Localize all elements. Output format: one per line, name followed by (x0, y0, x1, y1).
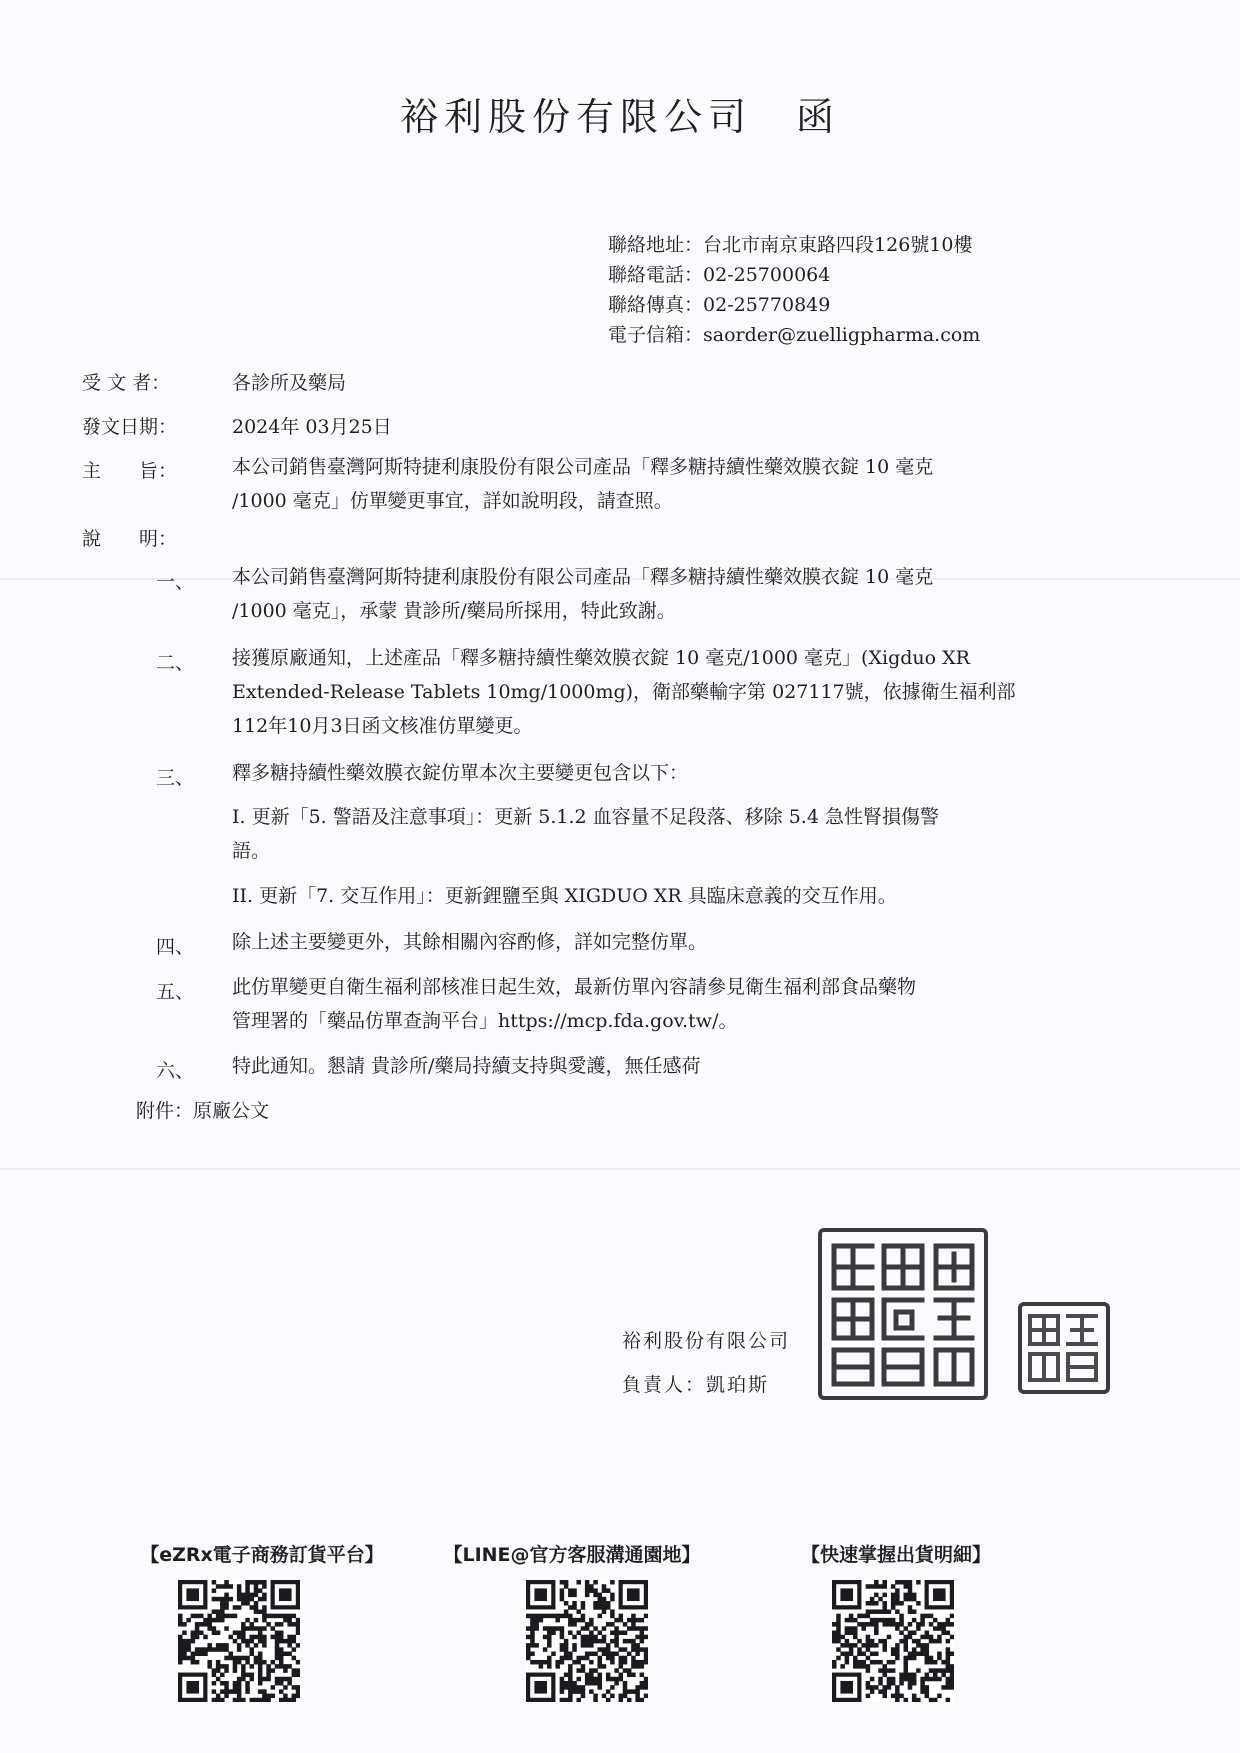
qr-title-shipment: 【快速掌握出貨明細】 (800, 1544, 991, 1566)
signer-company: 裕利股份有限公司 (622, 1330, 791, 1352)
sub-item: II. 更新「7. 交互作用」：更新鋰鹽至與 XIGDUO XR 具臨床意義的交互作用。 (232, 885, 897, 907)
item-text: 此仿單變更自衛生福利部核准日起生效，最新仿單內容請參見衛生福利部食品藥物 管理署的「藥品仿單查詢平台」https://mcp.fda.gov.tw/。 (232, 976, 917, 1032)
qr-code-line[interactable] (526, 1580, 648, 1702)
qr-title-line: 【LINE@官方客服溝通園地】 (443, 1544, 701, 1566)
contact-fax: 聯絡傳真：02-25770849 (608, 294, 831, 316)
item-text: 除上述主要變更外，其餘相關內容酌修，詳如完整仿單。 (232, 931, 708, 953)
sub-item: I. 更新「5. 警語及注意事項」：更新 5.1.2 血容量不足段落、移除 5.4 急性腎損傷警 語。 (232, 806, 939, 862)
company-seal-stamp (818, 1228, 988, 1400)
qr-title-ezrx: 【eZRx電子商務訂貨平台】 (140, 1544, 384, 1566)
item-text: 接獲原廠通知，上述產品「釋多糖持續性藥效膜衣錠 10 毫克/1000 毫克」(Xigduo XR Extended-Release Tablets 10mg/1000mg)，衛部藥輸字第 027117號，依據衛生福利部 112年10月3日函文核准仿單變更。 (232, 647, 1016, 737)
item-number: 二、 (156, 652, 195, 674)
item-text: 特此通知。懇請 貴診所/藥局持續支持與愛護，無任感荷 (232, 1055, 701, 1077)
contact-block (608, 230, 980, 350)
qr-code-shipment[interactable] (832, 1580, 954, 1702)
item-number: 六、 (156, 1060, 195, 1082)
contact-phone: 聯絡電話：02-25700064 (608, 264, 831, 286)
recipient-value: 各診所及藥局 (232, 372, 347, 394)
item-number: 五、 (156, 981, 195, 1003)
contact-address: 聯絡地址：台北市南京東路四段126號10樓 (608, 234, 973, 256)
date-label: 發文日期： (82, 416, 178, 438)
item-number: 三、 (156, 767, 195, 789)
recipient-row (82, 368, 347, 395)
recipient-label: 受 文 者： (82, 372, 171, 394)
personal-seal-stamp (1018, 1302, 1110, 1394)
date-value: 2024年 03月25日 (232, 416, 392, 438)
item-text: 本公司銷售臺灣阿斯特捷利康股份有限公司產品「釋多糖持續性藥效膜衣錠 10 毫克 /1000 毫克」，承蒙 貴診所/藥局所採用，特此致謝。 (232, 566, 934, 622)
item-text: 釋多糖持續性藥效膜衣錠仿單本次主要變更包含以下： (232, 762, 689, 784)
attachment: 附件：原廠公文 (136, 1100, 270, 1122)
qr-code-ezrx[interactable] (178, 1580, 300, 1702)
subject-text: 本公司銷售臺灣阿斯特捷利康股份有限公司產品「釋多糖持續性藥效膜衣錠 10 毫克 /1000 毫克」仿單變更事宜，詳如說明段，請查照。 (232, 456, 934, 512)
explain-label: 說 明： (82, 528, 178, 550)
contact-email: 電子信箱：saorder@zuelligpharma.com (608, 324, 981, 346)
date-row (82, 412, 392, 439)
item-number: 一、 (156, 571, 195, 593)
signer-responsible: 負責人：凱珀斯 (622, 1374, 770, 1396)
subject-label: 主 旨： (82, 460, 178, 482)
item-number: 四、 (156, 936, 195, 958)
letter-title: 裕利股份有限公司 函 (399, 95, 840, 139)
